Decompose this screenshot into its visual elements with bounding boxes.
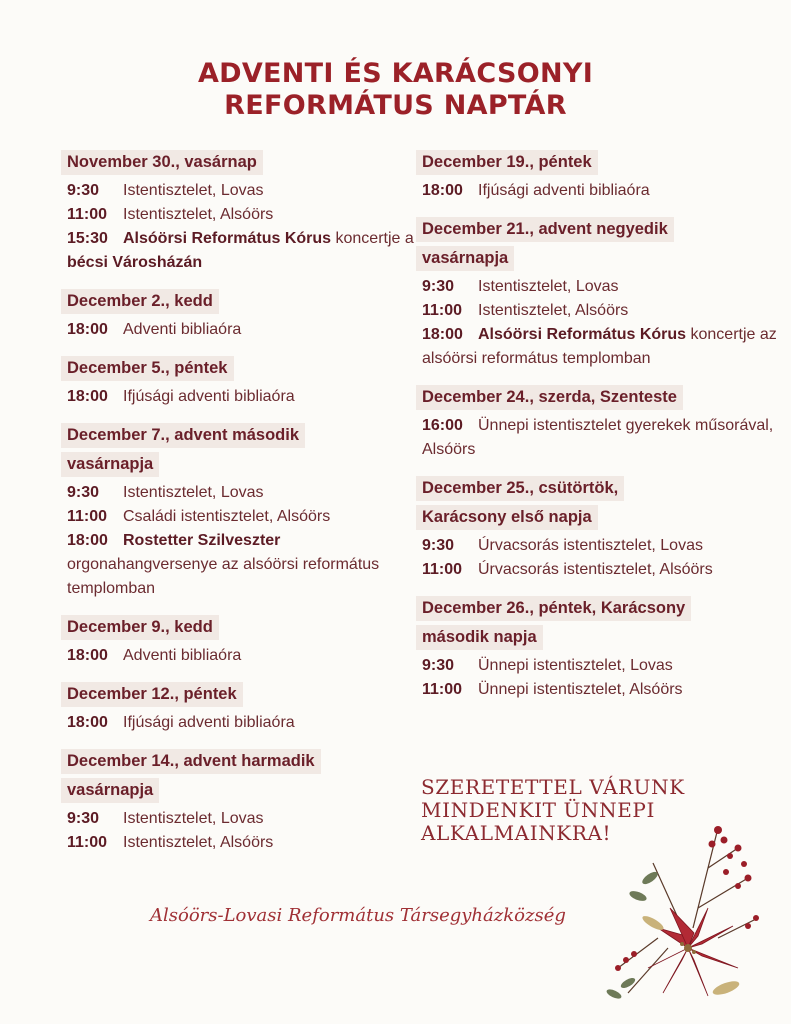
schedule-entry xyxy=(61,179,431,203)
schedule-entry xyxy=(416,678,786,702)
event-heading: December 14., advent harmadik xyxy=(61,749,321,774)
entry-description: Istentisztelet, Alsóörs xyxy=(123,206,274,223)
schedule-entry xyxy=(416,558,786,582)
entry-time: 11:00 xyxy=(67,206,108,223)
entry-time: 11:00 xyxy=(67,834,108,851)
event-december-21-advent-negyedik xyxy=(416,217,786,371)
event-heading: vasárnapja xyxy=(61,778,159,803)
schedule-entry xyxy=(416,654,786,678)
entry-time: 9:30 xyxy=(67,810,100,827)
entry-description: orgonahangversenye az alsóörsi református templomban xyxy=(67,556,380,597)
entry-time: 9:30 xyxy=(422,537,455,554)
event-heading: December 9., kedd xyxy=(61,615,219,640)
entry-description: koncertje a xyxy=(331,230,414,247)
event-november-30-vasarnap xyxy=(61,150,431,275)
event-december-12-pentek xyxy=(61,682,431,735)
schedule-entry xyxy=(61,203,431,227)
entry-time: 11:00 xyxy=(67,508,108,525)
entry-description: Úrvacsorás istentisztelet, Lovas xyxy=(478,537,703,554)
entry-time: 18:00 xyxy=(422,326,463,343)
entry-description: Ünnepi istentisztelet, Lovas xyxy=(478,657,673,674)
entry-time: 11:00 xyxy=(422,561,463,578)
entry-description: Ifjúsági adventi bibliaóra xyxy=(478,182,650,199)
entry-time: 18:00 xyxy=(422,182,463,199)
event-heading: második napja xyxy=(416,625,543,650)
entry-description: Istentisztelet, Lovas xyxy=(123,810,264,827)
entry-description: Úrvacsorás istentisztelet, Alsóörs xyxy=(478,561,713,578)
event-december-14-advent-harmadik xyxy=(61,749,431,855)
event-december-25-csutortok xyxy=(416,476,786,582)
entry-description: Istentisztelet, Lovas xyxy=(478,278,619,295)
schedule-entry xyxy=(61,644,431,668)
event-heading: December 25., csütörtök, xyxy=(416,476,624,501)
entry-time: 9:30 xyxy=(422,278,455,295)
entry-description: Ifjúsági adventi bibliaóra xyxy=(123,388,295,405)
entry-description: Istentisztelet, Lovas xyxy=(123,182,264,199)
event-december-2-kedd xyxy=(61,289,431,342)
event-december-7-advent-masodik xyxy=(61,423,431,601)
entry-highlight: bécsi Városházán xyxy=(67,254,203,271)
entry-highlight: Rostetter Szilveszter xyxy=(123,532,281,549)
schedule-entry xyxy=(416,414,786,462)
entry-time: 15:30 xyxy=(67,230,108,247)
schedule-entry xyxy=(61,505,431,529)
event-december-19-pentek xyxy=(416,150,786,203)
schedule-entry xyxy=(61,481,431,505)
entry-highlight: Alsóörsi Református Kórus xyxy=(478,326,687,343)
schedule-entry xyxy=(61,831,431,855)
schedule-entry xyxy=(61,227,431,275)
entry-time: 9:30 xyxy=(67,182,100,199)
entry-time: 9:30 xyxy=(67,484,100,501)
schedule-entry xyxy=(416,179,786,203)
entry-time: 16:00 xyxy=(422,417,463,434)
right-column xyxy=(416,150,786,716)
entry-description: koncertje az alsóörsi református templomban xyxy=(422,326,777,367)
event-heading: vasárnapja xyxy=(61,452,159,477)
entry-description: Istentisztelet, Alsóörs xyxy=(478,302,629,319)
event-heading: December 2., kedd xyxy=(61,289,219,314)
closing-line-3: ALKALMAINKRA! xyxy=(421,821,612,845)
entry-description: Adventi bibliaóra xyxy=(123,647,242,664)
schedule-entry xyxy=(61,807,431,831)
event-heading: November 30., vasárnap xyxy=(61,150,263,175)
event-heading: December 19., péntek xyxy=(416,150,598,175)
entry-time: 18:00 xyxy=(67,647,108,664)
event-december-26-pentek-karacsony xyxy=(416,596,786,702)
left-column xyxy=(61,150,431,869)
event-heading: December 21., advent negyedik xyxy=(416,217,674,242)
schedule-entry xyxy=(61,385,431,409)
schedule-entry xyxy=(61,318,431,342)
title-line-2: REFORMÁTUS NAPTÁR xyxy=(224,90,567,121)
event-heading: vasárnapja xyxy=(416,246,514,271)
entry-description: Adventi bibliaóra xyxy=(123,321,242,338)
event-heading: Karácsony első napja xyxy=(416,505,598,530)
event-heading: December 24., szerda, Szenteste xyxy=(416,385,683,410)
entry-time: 18:00 xyxy=(67,532,108,549)
entry-description: Családi istentisztelet, Alsóörs xyxy=(123,508,331,525)
entry-time: 18:00 xyxy=(67,714,108,731)
entry-description: Ifjúsági adventi bibliaóra xyxy=(123,714,295,731)
title-line-1: ADVENTI ÉS KARÁCSONYI xyxy=(197,58,594,89)
entry-description: Istentisztelet, Alsóörs xyxy=(123,834,274,851)
entry-description: Istentisztelet, Lovas xyxy=(123,484,264,501)
entry-time: 11:00 xyxy=(422,681,463,698)
entry-highlight: Alsóörsi Református Kórus xyxy=(123,230,332,247)
event-december-24-szerda-szenteste xyxy=(416,385,786,462)
schedule-entry xyxy=(416,323,786,371)
signature: Alsóörs-Lovasi Református Társegyházközség xyxy=(150,905,566,926)
entry-time: 11:00 xyxy=(422,302,463,319)
event-heading: December 7., advent második xyxy=(61,423,305,448)
entry-description: Ünnepi istentisztelet, Alsóörs xyxy=(478,681,683,698)
schedule-entry xyxy=(416,299,786,323)
schedule-entry xyxy=(61,711,431,735)
closing-line-1: SZERETETTEL VÁRUNK xyxy=(421,775,685,799)
entry-time: 18:00 xyxy=(67,388,108,405)
event-heading: December 26., péntek, Karácsony xyxy=(416,596,691,621)
entry-time: 18:00 xyxy=(67,321,108,338)
schedule-entry xyxy=(416,534,786,558)
closing-line-2: MINDENKIT ÜNNEPI xyxy=(421,798,655,822)
entry-description: Ünnepi istentisztelet gyerekek műsorával, Alsóörs xyxy=(422,417,774,458)
entry-time: 9:30 xyxy=(422,657,455,674)
event-heading: December 5., péntek xyxy=(61,356,234,381)
event-heading: December 12., péntek xyxy=(61,682,243,707)
poinsettia-icon xyxy=(598,808,768,1008)
event-december-5-pentek xyxy=(61,356,431,409)
schedule-entry xyxy=(416,275,786,299)
schedule-entry xyxy=(61,529,431,601)
page-title xyxy=(0,58,791,122)
event-december-9-kedd xyxy=(61,615,431,668)
